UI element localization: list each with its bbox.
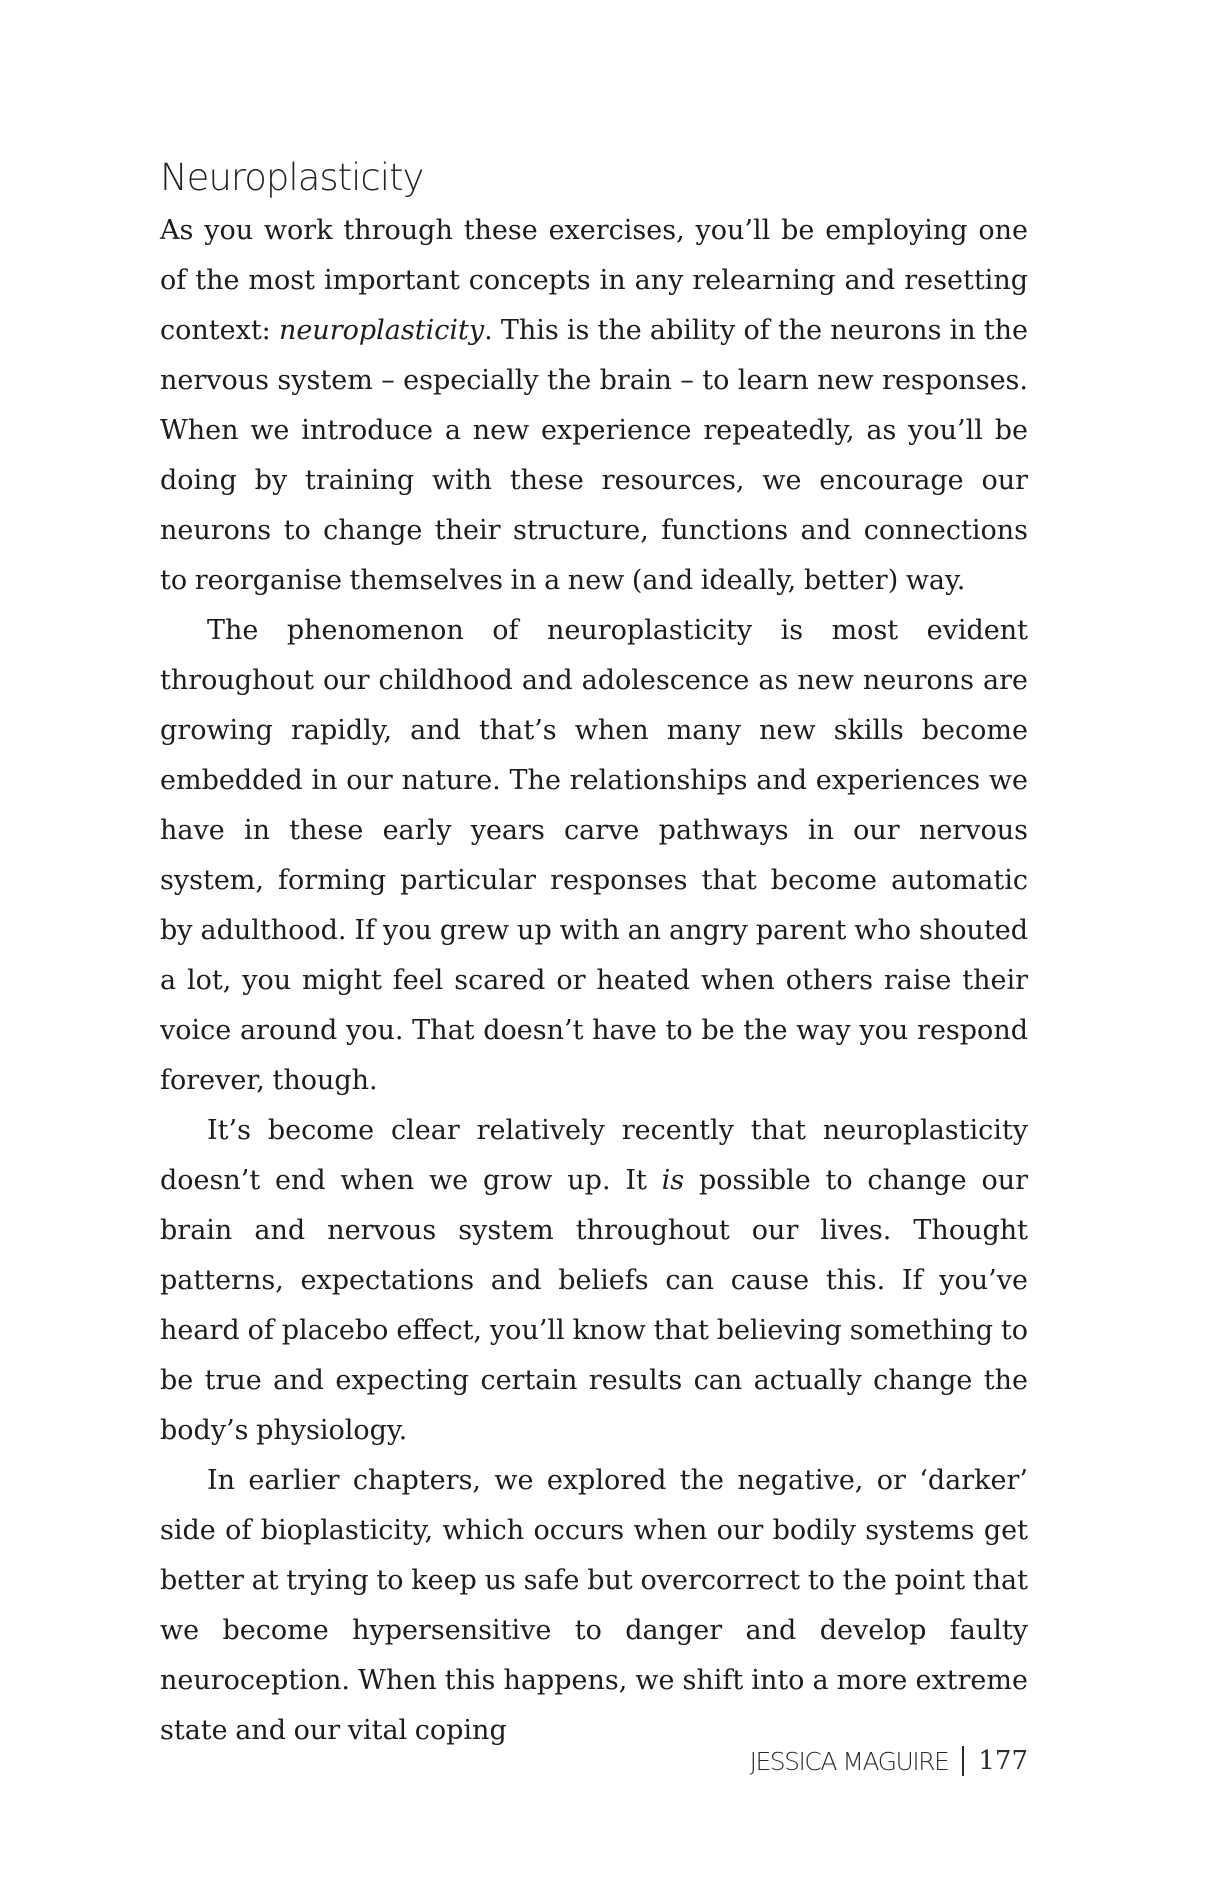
paragraph-3-run-3: possible to change our brain and nervous system throughout our lives. Thought patterns, expectations and beliefs can cause this. If you’ve heard of placebo effect, you’ll know that believing something to be true and expecting certain results can actually change the body’s physiology. — [160, 1165, 1029, 1446]
paragraph-2-run-1: The phenomenon of neuroplasticity is most evident throughout our childhood and adolescence as new neurons are growing rapidly, and that’s when many new skills become embedded in our nature. The relationships and experiences we have in these early years carve pathways in our nervous system, forming particular responses that become automatic by adulthood. If you grew up with an angry parent who shouted a lot, you might feel scared or heated when others raise their voice around you. That doesn’t have to be the way you respond forever, though. — [160, 615, 1028, 1096]
text-block — [160, 150, 1028, 1756]
paragraph-3-run-1: It’s become clear relatively recently that neuroplasticity doesn’t end when we grow up. It — [160, 1115, 1028, 1196]
paragraph-1-run-1: As you work through these exercises, you’ll be employing one of the most important concepts in any relearning and resetting context: — [160, 215, 1028, 346]
page-number: 177 — [978, 1746, 1028, 1776]
footer-divider — [962, 1746, 964, 1776]
paragraph-3 — [160, 1106, 1028, 1456]
paragraph-1-run-3: . This is the ability of the neurons in the nervous system – especially the brain – to learn new responses. When we introduce a new experience repeatedly, as you’ll be doing by training with these resources, we encourage our neurons to change their structure, functions and connections to reorganise themselves in a new (and ideally, better) way. — [160, 315, 1028, 596]
footer-author: JESSICA MAGUIRE — [749, 1746, 949, 1776]
paragraph-1-emphasis: neuroplasticity — [278, 315, 485, 346]
paragraph-3-emphasis: is — [661, 1165, 685, 1196]
paragraph-4-run-1: In earlier chapters, we explored the negative, or ‘darker’ side of bioplasticity, which occurs when our bodily systems get better at trying to keep us safe but overcorrect to the point that we become hypersensitive to danger and develop faulty neuroception. When this happens, we shift into a more extreme state and our vital coping — [160, 1465, 1028, 1746]
paragraph-1 — [160, 206, 1028, 606]
running-footer — [750, 1741, 1028, 1781]
paragraph-2 — [160, 606, 1028, 1106]
section-heading: Neuroplasticity — [160, 156, 424, 199]
paragraph-4 — [160, 1456, 1028, 1756]
